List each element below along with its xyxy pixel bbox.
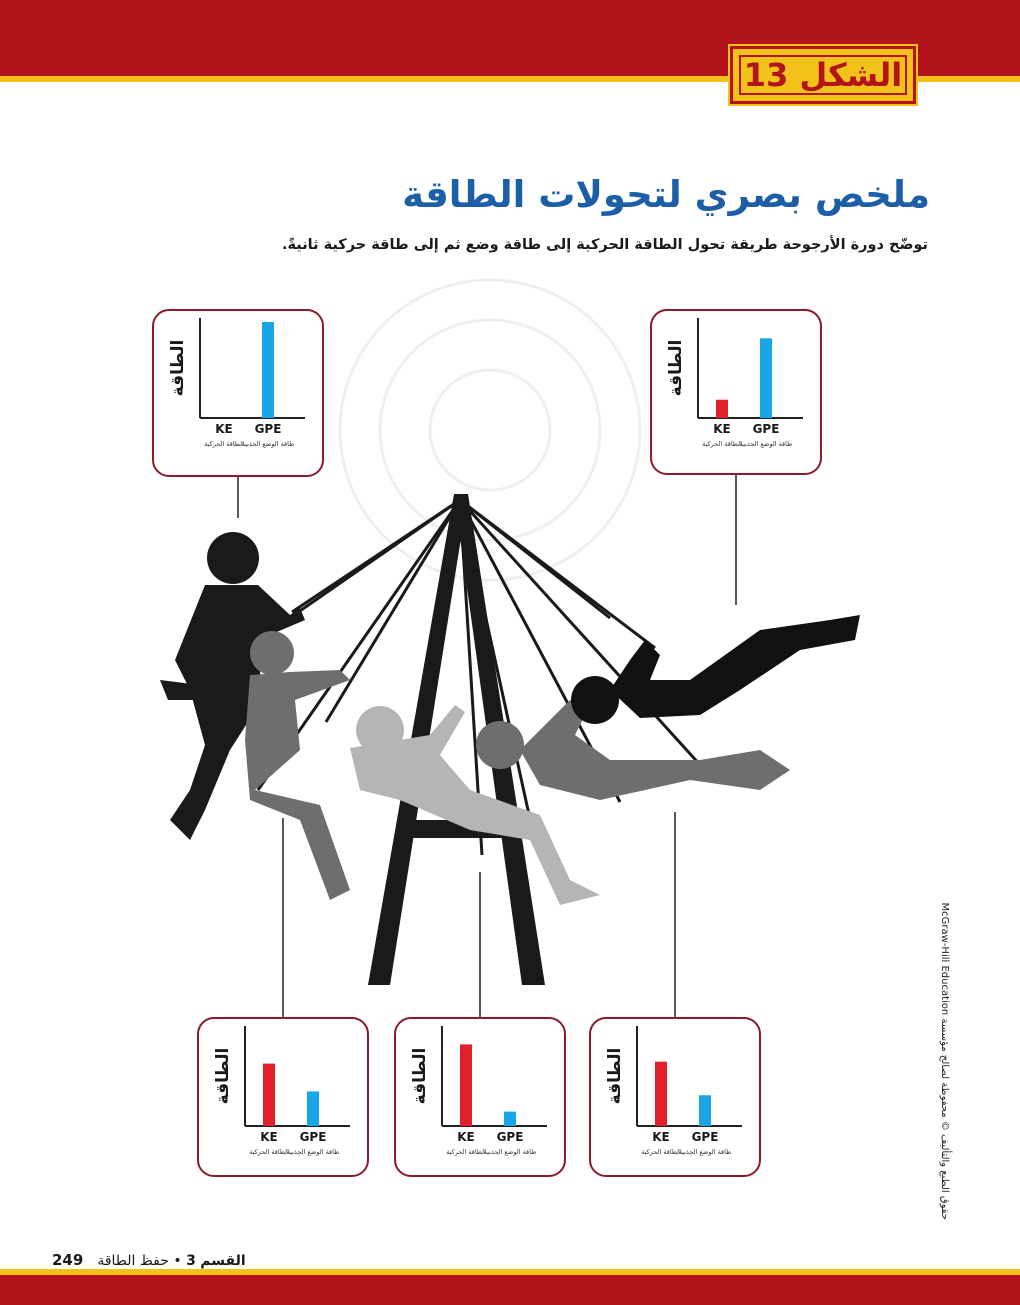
section-bullet: •: [173, 1253, 182, 1269]
section-reference: [97, 1253, 245, 1269]
chart-y-axis-title: الطاقة: [410, 1047, 430, 1105]
page-footer: [52, 1251, 246, 1269]
bottom-red-band: [0, 1275, 1020, 1305]
copyright-note: حقوق الطبع والتأليف © محفوظة لصالح مؤسسة McGraw-Hill Education: [939, 902, 950, 1220]
energy-chart-bottom-left: [198, 1018, 368, 1176]
ke-bar: [716, 400, 728, 418]
ke-tick-label: KE: [713, 422, 731, 436]
gpe-bar: [504, 1112, 516, 1126]
chart-y-axis-title: الطاقة: [213, 1047, 233, 1105]
gpe-bar: [699, 1095, 711, 1126]
ke-arabic-label: الطاقة الحركية: [446, 1148, 486, 1156]
page-title: ملخص بصري لتحولات الطاقة: [402, 173, 930, 216]
ke-tick-label: KE: [215, 422, 233, 436]
section-number: 3: [186, 1253, 196, 1269]
ke-bar: [655, 1062, 667, 1126]
chart-y-axis-title: الطاقة: [666, 339, 686, 397]
gpe-arabic-label: طاقة الوضع الجذبية: [483, 1148, 537, 1156]
ke-tick-label: KE: [260, 1130, 278, 1144]
energy-chart-top-left: [153, 310, 323, 476]
gpe-tick-label: GPE: [752, 422, 780, 436]
gpe-bar: [760, 338, 772, 418]
gpe-tick-label: GPE: [254, 422, 282, 436]
gpe-tick-label: GPE: [691, 1130, 719, 1144]
section-word: القسم: [200, 1253, 246, 1269]
child-silhouette-left: [245, 631, 350, 900]
energy-chart-bottom-middle: [395, 1018, 565, 1176]
gpe-bar: [307, 1091, 319, 1126]
gpe-arabic-label: طاقة الوضع الجذبية: [678, 1148, 732, 1156]
gpe-bar: [262, 322, 274, 418]
ke-tick-label: KE: [457, 1130, 475, 1144]
ke-bar: [460, 1044, 472, 1126]
ke-arabic-label: الطاقة الحركية: [641, 1148, 681, 1156]
ke-arabic-label: الطاقة الحركية: [702, 440, 742, 448]
page-subtitle: توضّح دورة الأرجوحة طريقة تحول الطاقة الحركية إلى طاقة وضع ثم إلى طاقة حركية ثانيةً.: [281, 237, 928, 253]
chart-y-axis-title: الطاقة: [168, 339, 188, 397]
page-number: 249: [52, 1251, 84, 1269]
ke-arabic-label: الطاقة الحركية: [249, 1148, 289, 1156]
gpe-arabic-label: طاقة الوضع الجذبية: [241, 440, 295, 448]
section-title: حفظ الطاقة: [97, 1253, 169, 1269]
gpe-tick-label: GPE: [496, 1130, 524, 1144]
energy-chart-top-right: [651, 310, 821, 474]
figure-label: الشكل 13: [743, 56, 903, 94]
chart-y-axis-title: الطاقة: [605, 1047, 625, 1105]
energy-chart-bottom-right: [590, 1018, 760, 1176]
ke-tick-label: KE: [652, 1130, 670, 1144]
ke-arabic-label: الطاقة الحركية: [204, 440, 244, 448]
gpe-tick-label: GPE: [299, 1130, 327, 1144]
gpe-arabic-label: طاقة الوضع الجذبية: [739, 440, 793, 448]
gpe-arabic-label: طاقة الوضع الجذبية: [286, 1148, 340, 1156]
ke-bar: [263, 1064, 275, 1126]
